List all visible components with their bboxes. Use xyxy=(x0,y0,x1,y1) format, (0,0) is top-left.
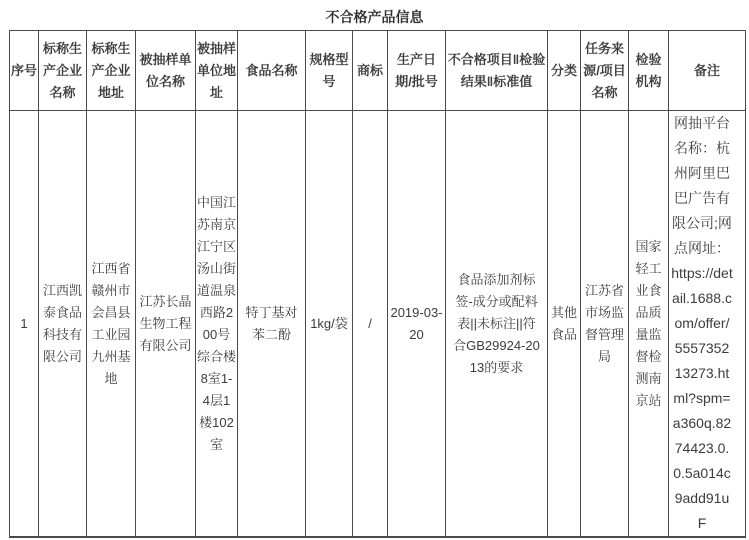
stub-cell xyxy=(548,537,581,538)
column-header-task-source: 任务来源/项目名称 xyxy=(581,31,629,111)
table-row xyxy=(10,111,746,537)
page-title: 不合格产品信息 xyxy=(325,9,424,25)
cell-category: 其他食品 xyxy=(548,111,581,537)
stub-cell xyxy=(10,537,39,538)
cell-defect-result-standard: 食品添加剂标签-成分或配料表||未标注||符合GB29924-2013的要求 xyxy=(446,111,548,537)
table-row-partial xyxy=(10,537,746,538)
header-row xyxy=(10,31,746,111)
cell-spec: 1kg/袋 xyxy=(306,111,353,537)
stub-cell xyxy=(306,537,353,538)
cell-remarks: 网抽平台名称：杭州阿里巴巴广告有限公司;网点网址：https://detail.1688.com/offer/555735213273.html?spm=a360q.8274423.0.0.5a014c9add91uF xyxy=(669,111,746,537)
cell-producer-address: 江西省赣州市会昌县工业园九州基地 xyxy=(87,111,136,537)
cell-sampled-unit-address: 中国江苏南京江宁区汤山街道温泉西路200号综合楼8室1-4层1楼102室 xyxy=(196,111,238,537)
stub-cell xyxy=(196,537,238,538)
column-header-category: 分类 xyxy=(548,31,581,111)
cell-food-name: 特丁基对苯二酚 xyxy=(238,111,306,537)
cell-seq: 1 xyxy=(10,111,39,537)
stub-cell xyxy=(446,537,548,538)
column-header-producer-name: 标称生产企业名称 xyxy=(39,31,87,111)
cell-trademark: / xyxy=(353,111,388,537)
stub-cell xyxy=(87,537,136,538)
cell-producer-name: 江西凯泰食品科技有限公司 xyxy=(39,111,87,537)
stub-cell xyxy=(136,537,196,538)
column-header-defect-result-standard: 不合格项目‖检验结果‖标准值 xyxy=(446,31,548,111)
column-header-spec: 规格型号 xyxy=(306,31,353,111)
cell-task-source: 江苏省市场监督管理局 xyxy=(581,111,629,537)
column-header-agency: 检验机构 xyxy=(629,31,669,111)
column-header-producer-address: 标称生产企业地址 xyxy=(87,31,136,111)
stub-cell xyxy=(669,537,746,538)
unqualified-products-table xyxy=(9,30,746,538)
stub-cell xyxy=(238,537,306,538)
stub-cell xyxy=(629,537,669,538)
stub-cell xyxy=(388,537,446,538)
cell-agency: 国家轻工业食品质量监督检测南京站 xyxy=(629,111,669,537)
cell-sampled-unit-name: 江苏长晶生物工程有限公司 xyxy=(136,111,196,537)
column-header-seq: 序号 xyxy=(10,31,39,111)
stub-cell xyxy=(581,537,629,538)
column-header-sampled-unit-name: 被抽样单位名称 xyxy=(136,31,196,111)
column-header-food-name: 食品名称 xyxy=(238,31,306,111)
column-header-remarks: 备注 xyxy=(669,31,746,111)
column-header-trademark: 商标 xyxy=(353,31,388,111)
cell-date-batch: 2019-03-20 xyxy=(388,111,446,537)
column-header-date-batch: 生产日期/批号 xyxy=(388,31,446,111)
stub-cell xyxy=(353,537,388,538)
stub-cell xyxy=(39,537,87,538)
column-header-sampled-unit-address: 被抽样单位地址 xyxy=(196,31,238,111)
